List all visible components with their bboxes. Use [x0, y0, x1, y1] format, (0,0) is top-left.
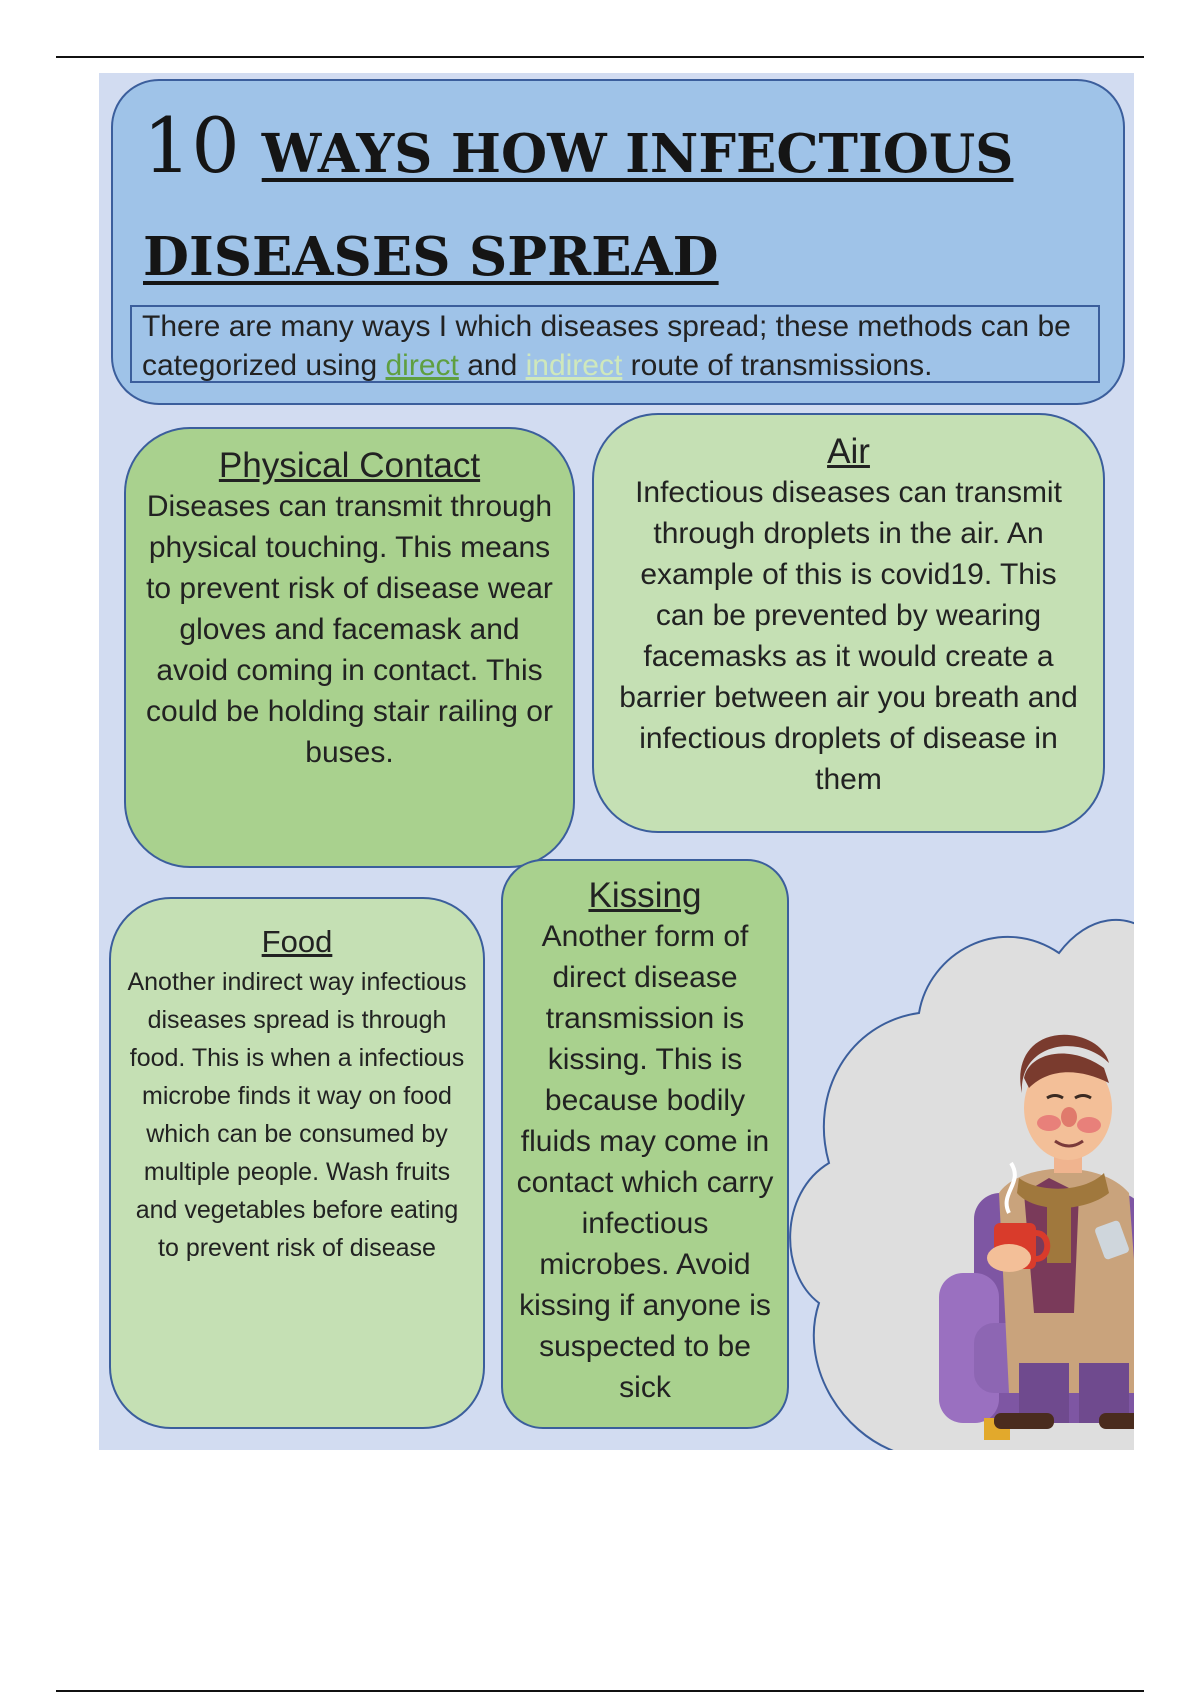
air-heading: Air	[827, 432, 870, 471]
kissing-heading: Kissing	[588, 876, 702, 915]
infographic-poster	[99, 73, 1134, 1450]
food-heading: Food	[261, 924, 333, 959]
title-words: WAYS HOW INFECTIOUS DISEASES SPREAD	[143, 123, 1014, 288]
top-rule	[56, 56, 1144, 58]
intro-text-middle: and	[458, 349, 526, 382]
intro-text-end: route of transmissions.	[622, 349, 933, 382]
indirect-link[interactable]: indirect	[525, 349, 623, 382]
physical-contact-card	[124, 427, 575, 868]
physical-contact-heading: Physical Contact	[218, 446, 481, 485]
title-number: 10	[143, 101, 240, 190]
sick-man-illustration	[779, 893, 1134, 1450]
food-card	[109, 897, 485, 1429]
air-body: Infectious diseases can transmit through droplets in the air. An example of this is covid19. This can be prevented by wearing facemasks as it would create a barrier between air you breath and infectious droplets of disease in them	[619, 476, 1078, 796]
kissing-body: Another form of direct disease transmission is kissing. This is because bodily fluids may come in contact which carry infectious microbes. Avoid kissing if anyone is suspected to be sick	[516, 920, 774, 1404]
page-title	[143, 101, 1103, 315]
kissing-card	[501, 859, 789, 1429]
bottom-rule	[56, 1690, 1144, 1692]
title-banner	[111, 79, 1125, 405]
intro-text-box	[130, 305, 1100, 383]
food-body: Another indirect way infectious diseases spread is through food. This is when a infectious microbe finds it way on food which can be consumed by multiple people. Wash fruits and vegetables before eating to prevent risk of disease	[127, 968, 467, 1262]
physical-contact-body: Diseases can transmit through physical touching. This means to prevent risk of disease wear gloves and facemask and avoid coming in contact. This could be holding stair railing or buses.	[146, 490, 553, 769]
intro-text-start: There are many ways I which diseases spread; these methods can be categorized using	[142, 310, 1071, 382]
direct-link[interactable]: direct	[385, 349, 459, 382]
air-card	[592, 413, 1105, 833]
